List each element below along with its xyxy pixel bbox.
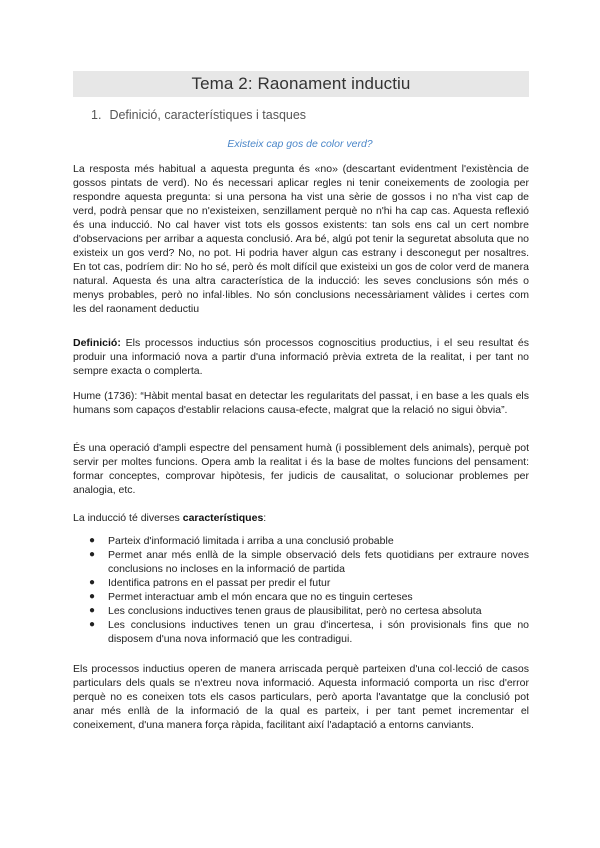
list-item <box>73 548 529 576</box>
bullet-icon: ● <box>89 605 96 616</box>
list-item-text: Permet interactuar amb el món encara que no es tinguin certeses <box>108 591 413 603</box>
bullet-icon: ● <box>89 535 96 546</box>
list-item <box>73 534 529 548</box>
title-banner <box>73 71 529 97</box>
intro-paragraph: La resposta més habitual a aquesta pregunta és «no» (descartant evidentment l'existència de gossos pintats de verd). No és necessari aplicar regles ni tenir coneixements de zoologia per respondre aquesta pregunta: si una persona ha vist una sèrie de gossos i no n'ha vist cap de verd, podrà pensar que no n'existeixen, senzillament perquè no n'hi ha cap cas. Aquesta reflexió és una inducció. No cal haver vist tots els gossos existents: tan sols ens cal un cert nombre d'observacions per arribar a aquesta conclusió. Ara bé, algú pot tenir la seguretat absoluta que no existeix un gos verd? No, no pot. Hi podria haver algun cas estrany i desconegut per nosaltres. En tot cas, podríem dir: No ho sé, però és molt difícil que existeixi un gos de color verd de manera natural. Aquesta és una altra característica de la inducció: les seves conclusions són més o menys probables, però no infal·libles. No són conclusions necessàriament vàlides i certes com les del raonament deductiu <box>73 163 529 315</box>
scope-paragraph: És una operació d'ampli espectre del pensament humà (i possiblement dels animals), perquè pot servir per moltes funcions. Opera amb la realitat i és la base de moltes funcions del pensament: formar conceptes, comprovar hipòtesis, fer judicis de causalitat, o solucionar problemes per analogia, etc. <box>73 442 529 496</box>
characteristics-intro <box>73 511 529 525</box>
list-item-text: Les conclusions inductives tenen un grau d'incertesa, i són provisionals fins que no disposem d'una nova informació que les contradigui. <box>108 619 529 645</box>
list-item-text: Parteix d'informació limitada i arriba a una conclusió probable <box>108 535 394 547</box>
bullet-icon: ● <box>89 577 96 588</box>
characteristics-intro-after: : <box>263 512 267 524</box>
list-item <box>73 576 529 590</box>
risk-paragraph: Els processos inductius operen de manera arriscada perquè parteixen d'una col·lecció de casos particulars dels quals se n'extreu nova informació. Aquesta informació comporta un risc d'error perquè no es coneixen tots els casos particulars, però aporta l'avantatge que la conclusió pot anar més enllà de la informació de la qual es parteix, i per tant pemet incrementar el coneixement, d'una manera força ràpida, facilitant així l'adaptació a entorns canviants. <box>73 663 529 731</box>
section-number: 1. <box>91 108 102 122</box>
characteristics-list <box>73 534 529 646</box>
definition-paragraph <box>73 336 529 378</box>
list-item <box>73 604 529 618</box>
characteristics-intro-bold: característiques <box>182 512 264 524</box>
list-item-text: Identifica patrons en el passat per predir el futur <box>108 577 331 589</box>
guiding-question: Existeix cap gos de color verd? <box>227 138 373 150</box>
definition-text: Els processos inductius són processos cognoscitius productius, i el seu resultat és produir una informació nova a partir d'una informació prèvia extreta de la realitat, i per tant no sempre exacta o complerta. <box>73 337 529 377</box>
section-heading <box>91 108 306 122</box>
list-item <box>73 618 529 646</box>
list-item-text: Les conclusions inductives tenen graus de plausibilitat, però no certesa absoluta <box>108 605 482 617</box>
page-title: Tema 2: Raonament inductiu <box>191 74 411 93</box>
hume-quote-paragraph: Hume (1736): “Hàbit mental basat en detectar les regularitats del passat, i en base a les quals els humans som capaços d'establir relacions causa-efecte, malgrat que la relació no sigui òbvia”. <box>73 390 529 416</box>
bullet-icon: ● <box>89 591 96 602</box>
section-label: Definició, característiques i tasques <box>109 108 307 122</box>
characteristics-intro-before: La inducció té diverses <box>73 512 183 524</box>
bullet-icon: ● <box>89 549 96 560</box>
bullet-icon: ● <box>89 619 96 630</box>
definition-label: Definició: <box>73 337 121 349</box>
list-item <box>73 590 529 604</box>
list-item-text: Permet anar més enllà de la simple observació dels fets quotidians per extraure noves conclusions no incloses en la informació de partida <box>108 549 529 575</box>
